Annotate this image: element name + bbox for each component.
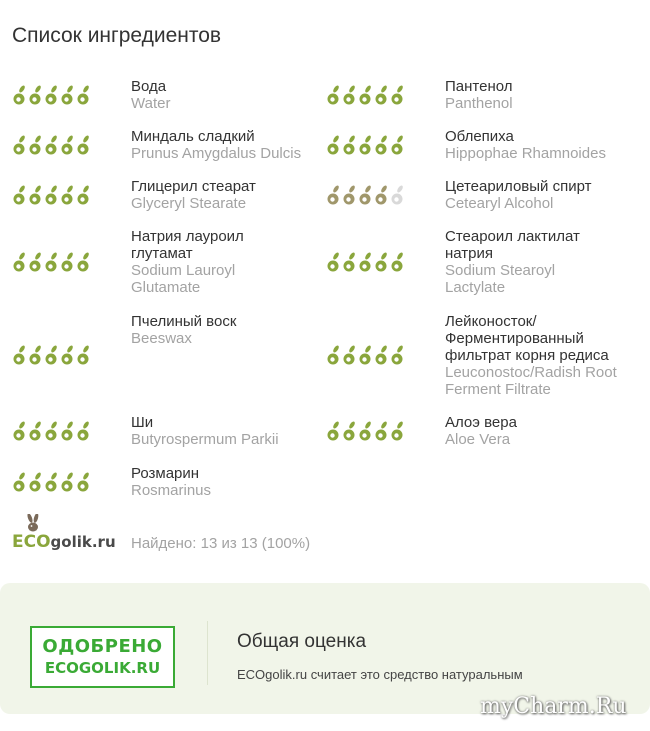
logo-text-eco: ECO [12,532,51,552]
ingredient-name-ru: Натрия лауроил глутамат [131,228,244,262]
olive-icon [30,472,42,492]
rating-icons [325,134,407,158]
olive-icon [344,252,356,272]
olive-icon [30,85,42,105]
approved-stamp [30,626,175,688]
olive-icon [360,135,372,155]
olive-icon [46,472,58,492]
olive-icon [344,85,356,105]
olive-icon [30,421,42,441]
olive-icon [328,252,340,272]
olive-icon [46,345,58,365]
olive-icon [14,135,26,155]
olive-icon [62,472,74,492]
olive-icon [62,421,74,441]
ingredient-name-latin: Sodium Stearoyl Lactylate [445,262,556,296]
olive-icon [360,345,372,365]
olive-icon [392,85,404,105]
olive-icon [62,185,74,205]
olive-icon [360,252,372,272]
olive-icon [344,345,356,365]
olive-icon [14,345,26,365]
ingredient-name-ru: Стеароил лактилат натрия [445,228,580,262]
ingredient-name-latin: Cetearyl Alcohol [445,195,554,212]
olive-icon [328,345,340,365]
rating-icons [325,251,407,275]
rating-icons [325,344,407,368]
ingredient-name-latin: Aloe Vera [445,431,511,448]
olive-icon [14,85,26,105]
logo-text-rest: golik.ru [50,533,116,551]
ingredient-name-latin: Panthenol [445,95,513,112]
olive-icon [376,85,388,105]
rating-icons [11,344,93,368]
olive-icon [328,85,340,105]
stamp-line-1: ОДОБРЕНО [42,636,163,657]
olive-icon [78,345,90,365]
olive-icon [62,135,74,155]
rating-icons [11,84,93,108]
olive-icon [14,252,26,272]
olive-icon [46,135,58,155]
olive-icon [392,345,404,365]
rating-icons [325,184,407,208]
olive-icon [46,185,58,205]
olive-icon [344,421,356,441]
ingredient-name-ru: Алоэ вера [445,414,517,431]
olive-icon [328,185,340,205]
ingredient-name-ru: Пчелиный воск [131,313,237,330]
ingredient-name-latin: Leuconostoc/Radish Root Ferment Filtrate [445,364,617,398]
olive-icon [376,135,388,155]
ingredient-name-ru: Ши [131,414,154,431]
ingredient-name-ru: Пантенол [445,78,513,95]
olive-icon [360,85,372,105]
olive-icon [360,421,372,441]
olive-icon [46,85,58,105]
page-title: Список ингредиентов [12,24,222,47]
olive-icon [392,185,404,205]
olive-icon [62,252,74,272]
olive-icon [344,135,356,155]
ingredient-name-ru: Миндаль сладкий [131,128,255,145]
olive-icon [46,421,58,441]
rating-icons [325,420,407,444]
ingredient-name-latin: Water [131,95,171,112]
rating-icons [325,84,407,108]
olive-icon [376,345,388,365]
divider [207,621,208,685]
watermark: myCharm.Ru [480,694,627,719]
olive-icon [392,135,404,155]
rating-icons [11,471,93,495]
olive-icon [62,85,74,105]
olive-icon [30,252,42,272]
olive-icon [344,185,356,205]
ingredient-name-ru: Лейконосток/ Ферментированный фильтрат корня редиса [445,313,609,364]
ingredient-name-latin: Prunus Amygdalus Dulcis [131,145,302,162]
found-count: Найдено: 13 из 13 (100%) [131,535,311,552]
rating-icons [11,184,93,208]
ingredient-name-ru: Розмарин [131,465,200,482]
olive-icon [78,421,90,441]
olive-icon [78,472,90,492]
ingredient-name-latin: Hippophae Rhamnoides [445,145,606,162]
ingredient-name-ru: Вода [131,78,167,95]
olive-icon [14,421,26,441]
olive-icon [392,421,404,441]
ingredient-name-ru: Цетеариловый спирт [445,178,592,195]
olive-icon [376,185,388,205]
olive-icon [78,185,90,205]
olive-icon [30,345,42,365]
rating-icons [11,251,93,275]
olive-icon [78,85,90,105]
olive-icon [360,185,372,205]
ingredient-name-latin: Sodium Lauroyl Glutamate [131,262,236,296]
olive-icon [46,252,58,272]
ingredient-name-ru: Глицерил стеарат [131,178,256,195]
stamp-line-2: ECOGOLIK.RU [44,659,161,677]
overall-verdict: ECOgolik.ru считает это средство натуральным [237,667,523,682]
ingredient-name-latin: Glyceryl Stearate [131,195,247,212]
olive-icon [14,185,26,205]
olive-icon [328,421,340,441]
olive-icon [14,472,26,492]
olive-icon [328,135,340,155]
olive-icon [30,185,42,205]
olive-icon [78,252,90,272]
ingredient-name-ru: Облепиха [445,128,514,145]
olive-icon [62,345,74,365]
rating-icons [11,420,93,444]
ingredient-name-latin: Rosmarinus [131,482,212,499]
olive-icon [376,252,388,272]
rating-icons [11,134,93,158]
overall-rating-heading: Общая оценка [237,631,367,652]
olive-icon [392,252,404,272]
olive-icon [78,135,90,155]
olive-icon [376,421,388,441]
ingredient-name-latin: Butyrospermum Parkii [131,431,279,448]
olive-icon [30,135,42,155]
ingredient-name-latin: Beeswax [131,330,192,347]
ecogolik-logo[interactable] [12,514,114,554]
